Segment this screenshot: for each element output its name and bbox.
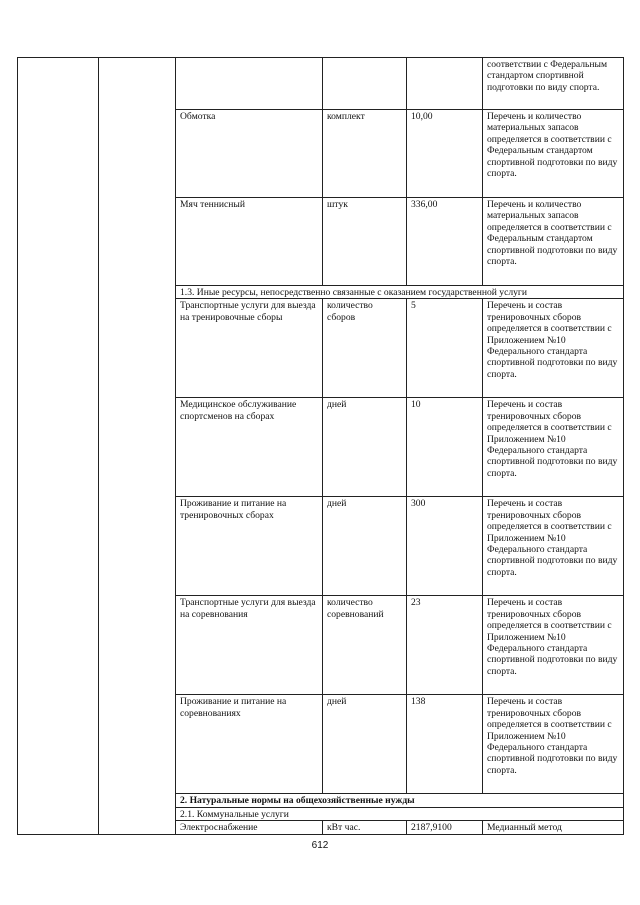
resource-name: Медицинское обслуживание спортсменов на сборах [176, 398, 323, 497]
quantity-cell: 138 [407, 695, 483, 794]
quantity-cell [407, 58, 483, 110]
resource-name: Проживание и питание на тренировочных сборах [176, 497, 323, 596]
unit-cell: количество сборов [323, 299, 407, 398]
table-row [18, 58, 624, 110]
quantity-cell: 10,00 [407, 110, 483, 198]
unit-cell: дней [323, 497, 407, 596]
note-cell: Перечень и количество материальных запасов определяется в соответствии с Федеральным стандартом спортивной подготовки по виду спорта. [483, 110, 624, 198]
resource-name: Транспортные услуги для выезда на соревнования [176, 596, 323, 695]
note-cell: соответствии с Федеральным стандартом спортивной подготовки по виду спорта. [483, 58, 624, 110]
resource-name: Проживание и питание на соревнованиях [176, 695, 323, 794]
quantity-cell: 10 [407, 398, 483, 497]
page-number: 612 [311, 840, 329, 851]
section-heading: 2. Натуральные нормы на общехозяйственные нужды [180, 795, 415, 807]
note-cell: Перечень и состав тренировочных сборов определяется в соответствии с Приложением №10 Федерального стандарта спортивной подготовки по виду спорта. [483, 596, 624, 695]
unit-cell: дней [323, 398, 407, 497]
quantity-cell: 5 [407, 299, 483, 398]
quantity-cell: 23 [407, 596, 483, 695]
note-cell: Медианный метод [483, 821, 624, 834]
note-cell: Перечень и состав тренировочных сборов определяется в соответствии с Приложением №10 Федерального стандарта спортивной подготовки по виду спорта. [483, 398, 624, 497]
unit-cell: штук [323, 198, 407, 286]
quantity-cell: 336,00 [407, 198, 483, 286]
resource-name [176, 58, 323, 110]
unit-cell: дней [323, 695, 407, 794]
resource-name: Обмотка [176, 110, 323, 198]
resource-name: Транспортные услуги для выезда на тренировочные сборы [176, 299, 323, 398]
note-cell: Перечень и количество материальных запасов определяется в соответствии с Федеральным стандартом спортивной подготовки по виду спорта. [483, 198, 624, 286]
subsection-heading: 2.1. Коммунальные услуги [176, 807, 624, 820]
unit-cell: комплект [323, 110, 407, 198]
section-heading: 1.3. Иные ресурсы, непосредственно связанные с оказанием государственной услуги [176, 286, 624, 299]
resource-name: Электроснабжение [176, 821, 323, 834]
note-cell: Перечень и состав тренировочных сборов определяется в соответствии с Приложением №10 Федерального стандарта спортивной подготовки по виду спорта. [483, 497, 624, 596]
quantity-cell: 2187,9100 [407, 821, 483, 834]
note-cell: Перечень и состав тренировочных сборов определяется в соответствии с Приложением №10 Федерального стандарта спортивной подготовки по виду спорта. [483, 299, 624, 398]
unit-cell: количество соревнований [323, 596, 407, 695]
unit-cell [323, 58, 407, 110]
note-cell: Перечень и состав тренировочных сборов определяется в соответствии с Приложением №10 Федерального стандарта спортивной подготовки по виду спорта. [483, 695, 624, 794]
section-cell [176, 794, 624, 807]
resource-name: Мяч теннисный [176, 198, 323, 286]
quantity-cell: 300 [407, 497, 483, 596]
unit-cell: кВт час. [323, 821, 407, 834]
norms-table [17, 57, 624, 835]
second-column-cell [99, 58, 176, 835]
left-column-cell [18, 58, 99, 835]
